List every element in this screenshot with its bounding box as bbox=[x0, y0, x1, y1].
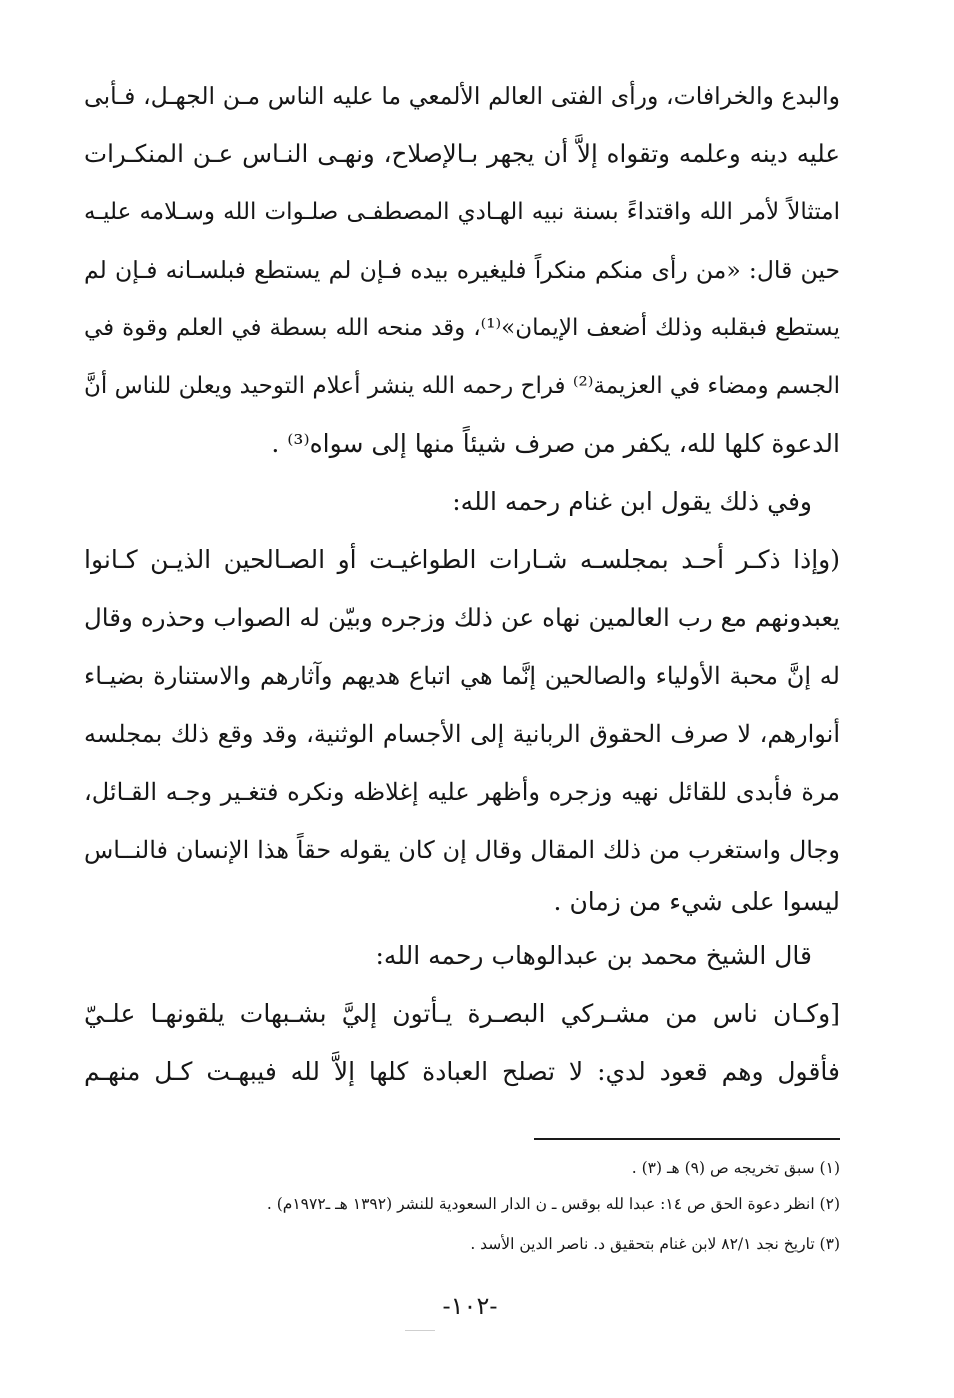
body-line-4: حين قال: «من رأى منكم منكراً فليغيره بيده فـإن لم يستطع فبلسـانه فـإن لم bbox=[84, 256, 840, 284]
quote-line-5: مرة فأبدى للقائل نهيه وزجره وأظهر عليه إغلاظه ونكره فتغـير وجـه القـائل، bbox=[84, 778, 840, 806]
body-line-2: عليه دينه وعلمه وتقواه إلاَّ أن يجهر بـالإصلاح، ونهـى النـاس عـن المنكـرات bbox=[84, 139, 840, 168]
quote-line-2: يعبدونهم مع رب العالمين نهاه عن ذلك وزجره وبيّن له الصواب وحذره وقال bbox=[84, 603, 840, 632]
footnote-2: (٢) انظر دعوة الحق ص ١٤: عبدا لله بوقس ـ ن الدار السعودية للنشر (١٣٩٢ هـ ـ١٩٧٢م) . bbox=[266, 1195, 840, 1213]
footnote-1: (١) سبق تخريجه ص (٩) هـ (٣) . bbox=[631, 1159, 840, 1177]
footnote-separator bbox=[534, 1138, 840, 1140]
body-line-8-quote-intro: وفي ذلك يقول ابن غنام رحمه الله: bbox=[452, 487, 812, 516]
page-number: -١٠٢- bbox=[442, 1292, 498, 1320]
body-line-6: الجسم ومضاء في العزيمة⁽²⁾ فراح رحمه الله ينشر أعلام التوحيد ويعلن للناس أنَّ bbox=[84, 373, 840, 399]
body-line-sheikh-intro: قال الشيخ محمد بن عبدالوهاب رحمه الله: bbox=[375, 941, 812, 970]
scan-mark bbox=[405, 1330, 435, 1331]
quote-line-3: له إنَّ محبة الأولياء والصالحين إنَّما هي اتباع هديهم وآثارهم والاستنارة بضيـاء bbox=[84, 662, 840, 690]
body-line-1: والبدع والخرافات، ورأى الفتى العالم الألمعي ما عليه الناس مـن الجهـل، فـأبى bbox=[84, 82, 840, 110]
quote-line-7: ليسوا على شيء من زمان . bbox=[553, 887, 840, 916]
quote-line-1: (وإذا ذكـر أحـد بمجلسـه شـارات الطواغيـت أو الصـالحين الذيـن كـانوا bbox=[84, 545, 840, 574]
footnote-3: (٣) تاريخ نجد ٨٢/١ لابن غنام بتحقيق د. ناصر الدين الأسد . bbox=[470, 1235, 840, 1253]
body-line-5: يستطع فبقلبه وذلك أضعف الإيمان»⁽¹⁾، وقد منحه الله بسطة في العلم وقوة في bbox=[84, 315, 841, 341]
body-line-7: الدعوة كلها لله، يكفر من صرف شيئاً منها إلى سواه⁽³⁾ . bbox=[271, 429, 840, 458]
quote2-line-2: فأقول وهم قعود لدي: لا تصلح العبادة كلها إلاَّ لله فيبهـت كـل منهـم bbox=[84, 1057, 840, 1086]
quote-line-4: أنوارهم، لا صرف الحقوق الربانية إلى الأجسام الوثنية، وقد وقع ذلك بمجلسه bbox=[84, 720, 840, 748]
quote2-line-1: [وكـان ناس من مشـركي البصـرة يـأتون إليَّ بشـبهات يلقونهـا علـيّ bbox=[84, 999, 840, 1028]
body-line-3: امتثالاً لأمر الله واقتداءً بسنة نبيه الهـادي المصطفـى صلـوات الله وسـلامه عليـه bbox=[84, 199, 840, 225]
quote-line-6: وجال واستغرب من ذلك المقال وقال إن كان يقوله حقاً هذا الإنسان فالنــاس bbox=[84, 836, 840, 864]
